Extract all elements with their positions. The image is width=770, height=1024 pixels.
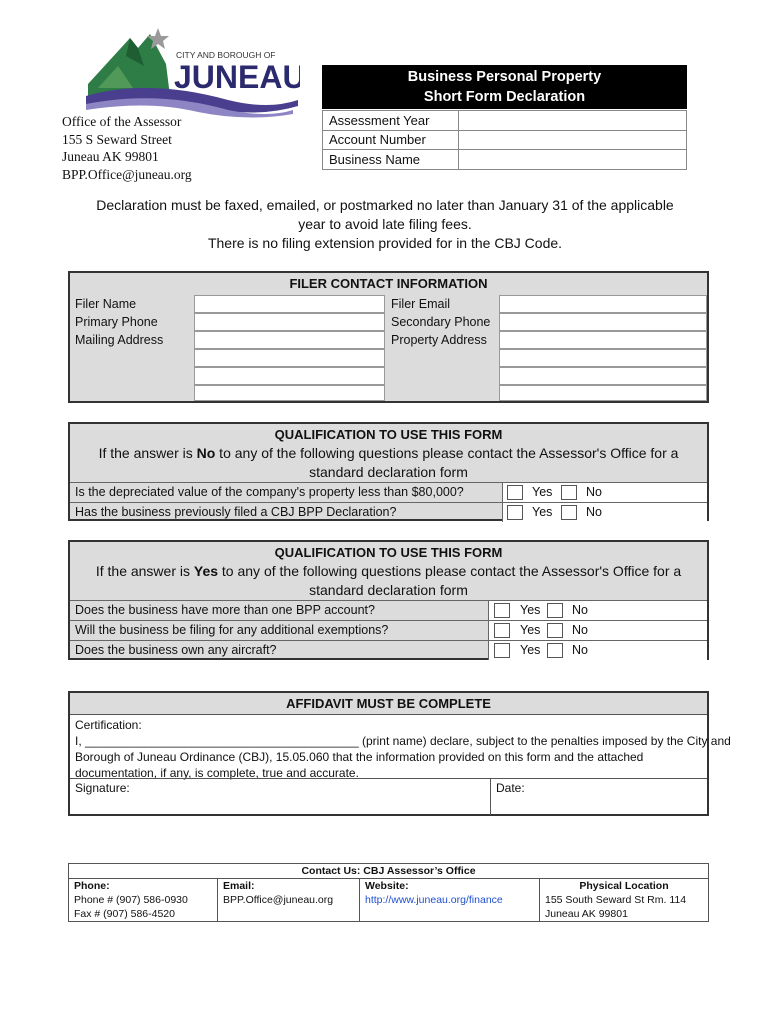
qual1-row [70,502,707,522]
qual2-question-2: Will the business be filing for any additional exemptions? [75,623,389,637]
property-address-field[interactable] [499,331,707,349]
qual2-q1-no-checkbox[interactable] [547,603,563,618]
yes-label: Yes [520,623,541,637]
mailing-address-field[interactable] [194,331,385,349]
mailing-address-line3[interactable] [194,367,385,385]
certification-line2: Borough of Juneau Ordinance (CBJ), 15.05.060 that the information provided on this form and the attached [75,750,644,764]
date-label: Date: [496,781,525,795]
primary-phone-field[interactable] [194,313,385,331]
qual2-row [70,600,707,620]
property-address-line4[interactable] [499,385,707,401]
assessment-year-field[interactable] [459,111,687,131]
logo-top-text: CITY AND BOROUGH OF [176,50,276,60]
location-header: Physical Location [540,879,709,894]
office-city: Juneau AK 99801 [62,149,159,164]
address-line1: 155 South Seward St Rm. 114 [545,894,687,906]
form-title-line2: Short Form Declaration [423,89,586,105]
qual1-question-1: Is the depreciated value of the company's property less than $80,000? [75,485,464,499]
logo-name: JUNEAU [174,59,300,95]
contact-table [68,863,709,922]
phone-header: Phone: [69,879,218,894]
mailing-address-line4[interactable] [194,385,385,401]
qualification-section-1 [68,422,709,521]
business-name-label: Business Name [323,150,459,170]
property-address-line2[interactable] [499,349,707,367]
filer-header: FILER CONTACT INFORMATION [70,273,707,295]
qual2-q2-yes-checkbox[interactable] [494,623,510,638]
affidavit-section [68,691,731,816]
form-title-line1: Business Personal Property [407,69,602,85]
website-header: Website: [360,879,540,894]
address-line2: Juneau AK 99801 [545,908,628,920]
no-label: No [586,505,602,519]
yes-label: Yes [520,643,541,657]
city-logo [78,26,300,118]
business-name-field[interactable] [459,150,687,170]
account-number-label: Account Number [323,130,459,150]
qual2-header: QUALIFICATION TO USE THIS FORM [274,545,503,560]
filer-name-field[interactable] [194,295,385,313]
certification-line3: documentation, if any, is complete, true and accurate. [75,766,359,780]
qual2-q3-yes-checkbox[interactable] [494,643,510,658]
email-header: Email: [218,879,360,894]
notice-line2: year to avoid late filing fees. [298,216,472,232]
mailing-address-label: Mailing Address [75,333,164,347]
qual2-intro-line2: standard declaration form [309,582,468,598]
filer-name-label: Filer Name [75,297,137,311]
form-title [322,65,687,109]
qual2-row [70,620,707,640]
signature-field[interactable] [75,780,130,796]
office-street: 155 S Seward Street [62,131,172,147]
qualification-section-2 [68,540,709,660]
certification-line1: I, _________________________________________ (print name) declare, subject to the penalties imposed by the City and [75,734,731,748]
signature-label: Signature: [75,781,130,795]
qual1-row [70,482,707,502]
qual1-intro: If the answer is No to any of the following questions please contact the Assessor's Office for a [98,445,679,461]
qual2-question-1: Does the business have more than one BPP account? [75,603,375,617]
property-address-line3[interactable] [499,367,707,385]
filer-email-label: Filer Email [391,297,451,311]
qual2-question-3: Does the business own any aircraft? [75,643,277,657]
notice-line1: Declaration must be faxed, emailed, or postmarked no later than January 31 of the applicable [96,197,674,213]
qual1-intro-line2: standard declaration form [309,464,468,480]
secondary-phone-field[interactable] [499,313,707,331]
qual1-header: QUALIFICATION TO USE THIS FORM [274,427,503,442]
primary-phone-label: Primary Phone [75,315,158,329]
no-label: No [572,623,588,637]
filer-contact-section [68,271,709,403]
website-link[interactable]: http://www.juneau.org/finance [365,894,503,906]
qual1-q1-no-checkbox[interactable] [561,485,577,500]
assessment-year-label: Assessment Year [323,111,459,131]
contact-email: BPP.Office@juneau.org [218,893,360,922]
qual1-q2-no-checkbox[interactable] [561,505,577,520]
qual1-question-2: Has the business previously filed a CBJ BPP Declaration? [75,505,397,519]
qual2-intro: If the answer is Yes to any of the following questions please contact the Assessor's Office for a [95,563,682,579]
office-name: Office of the Assessor [62,114,182,129]
no-label: No [572,603,588,617]
account-number-field[interactable] [459,130,687,150]
date-field[interactable] [490,779,711,815]
qual2-q3-no-checkbox[interactable] [547,643,563,658]
yes-label: Yes [520,603,541,617]
qual2-row [70,640,707,660]
yes-label: Yes [532,485,553,499]
contact-caption: Contact Us: CBJ Assessor’s Office [69,864,709,879]
notice-line3: There is no filing extension provided for in the CBJ Code. [207,235,563,251]
property-address-label: Property Address [391,333,487,347]
phone-number: Phone # (907) 586-0930 [74,894,188,906]
no-label: No [586,485,602,499]
fax-number: Fax # (907) 586-4520 [74,908,175,920]
filer-email-field[interactable] [499,295,707,313]
qual2-q1-yes-checkbox[interactable] [494,603,510,618]
filing-notice [0,196,770,253]
affidavit-header: AFFIDAVIT MUST BE COMPLETE [70,693,707,715]
no-label: No [572,643,588,657]
office-address [62,113,192,183]
qual2-q2-no-checkbox[interactable] [547,623,563,638]
secondary-phone-label: Secondary Phone [391,315,491,329]
certification-label: Certification: [75,718,142,732]
office-email: BPP.Office@juneau.org [62,166,192,182]
qual1-q2-yes-checkbox[interactable] [507,505,523,520]
yes-label: Yes [532,505,553,519]
mailing-address-line2[interactable] [194,349,385,367]
qual1-q1-yes-checkbox[interactable] [507,485,523,500]
form-info-table [322,110,687,170]
